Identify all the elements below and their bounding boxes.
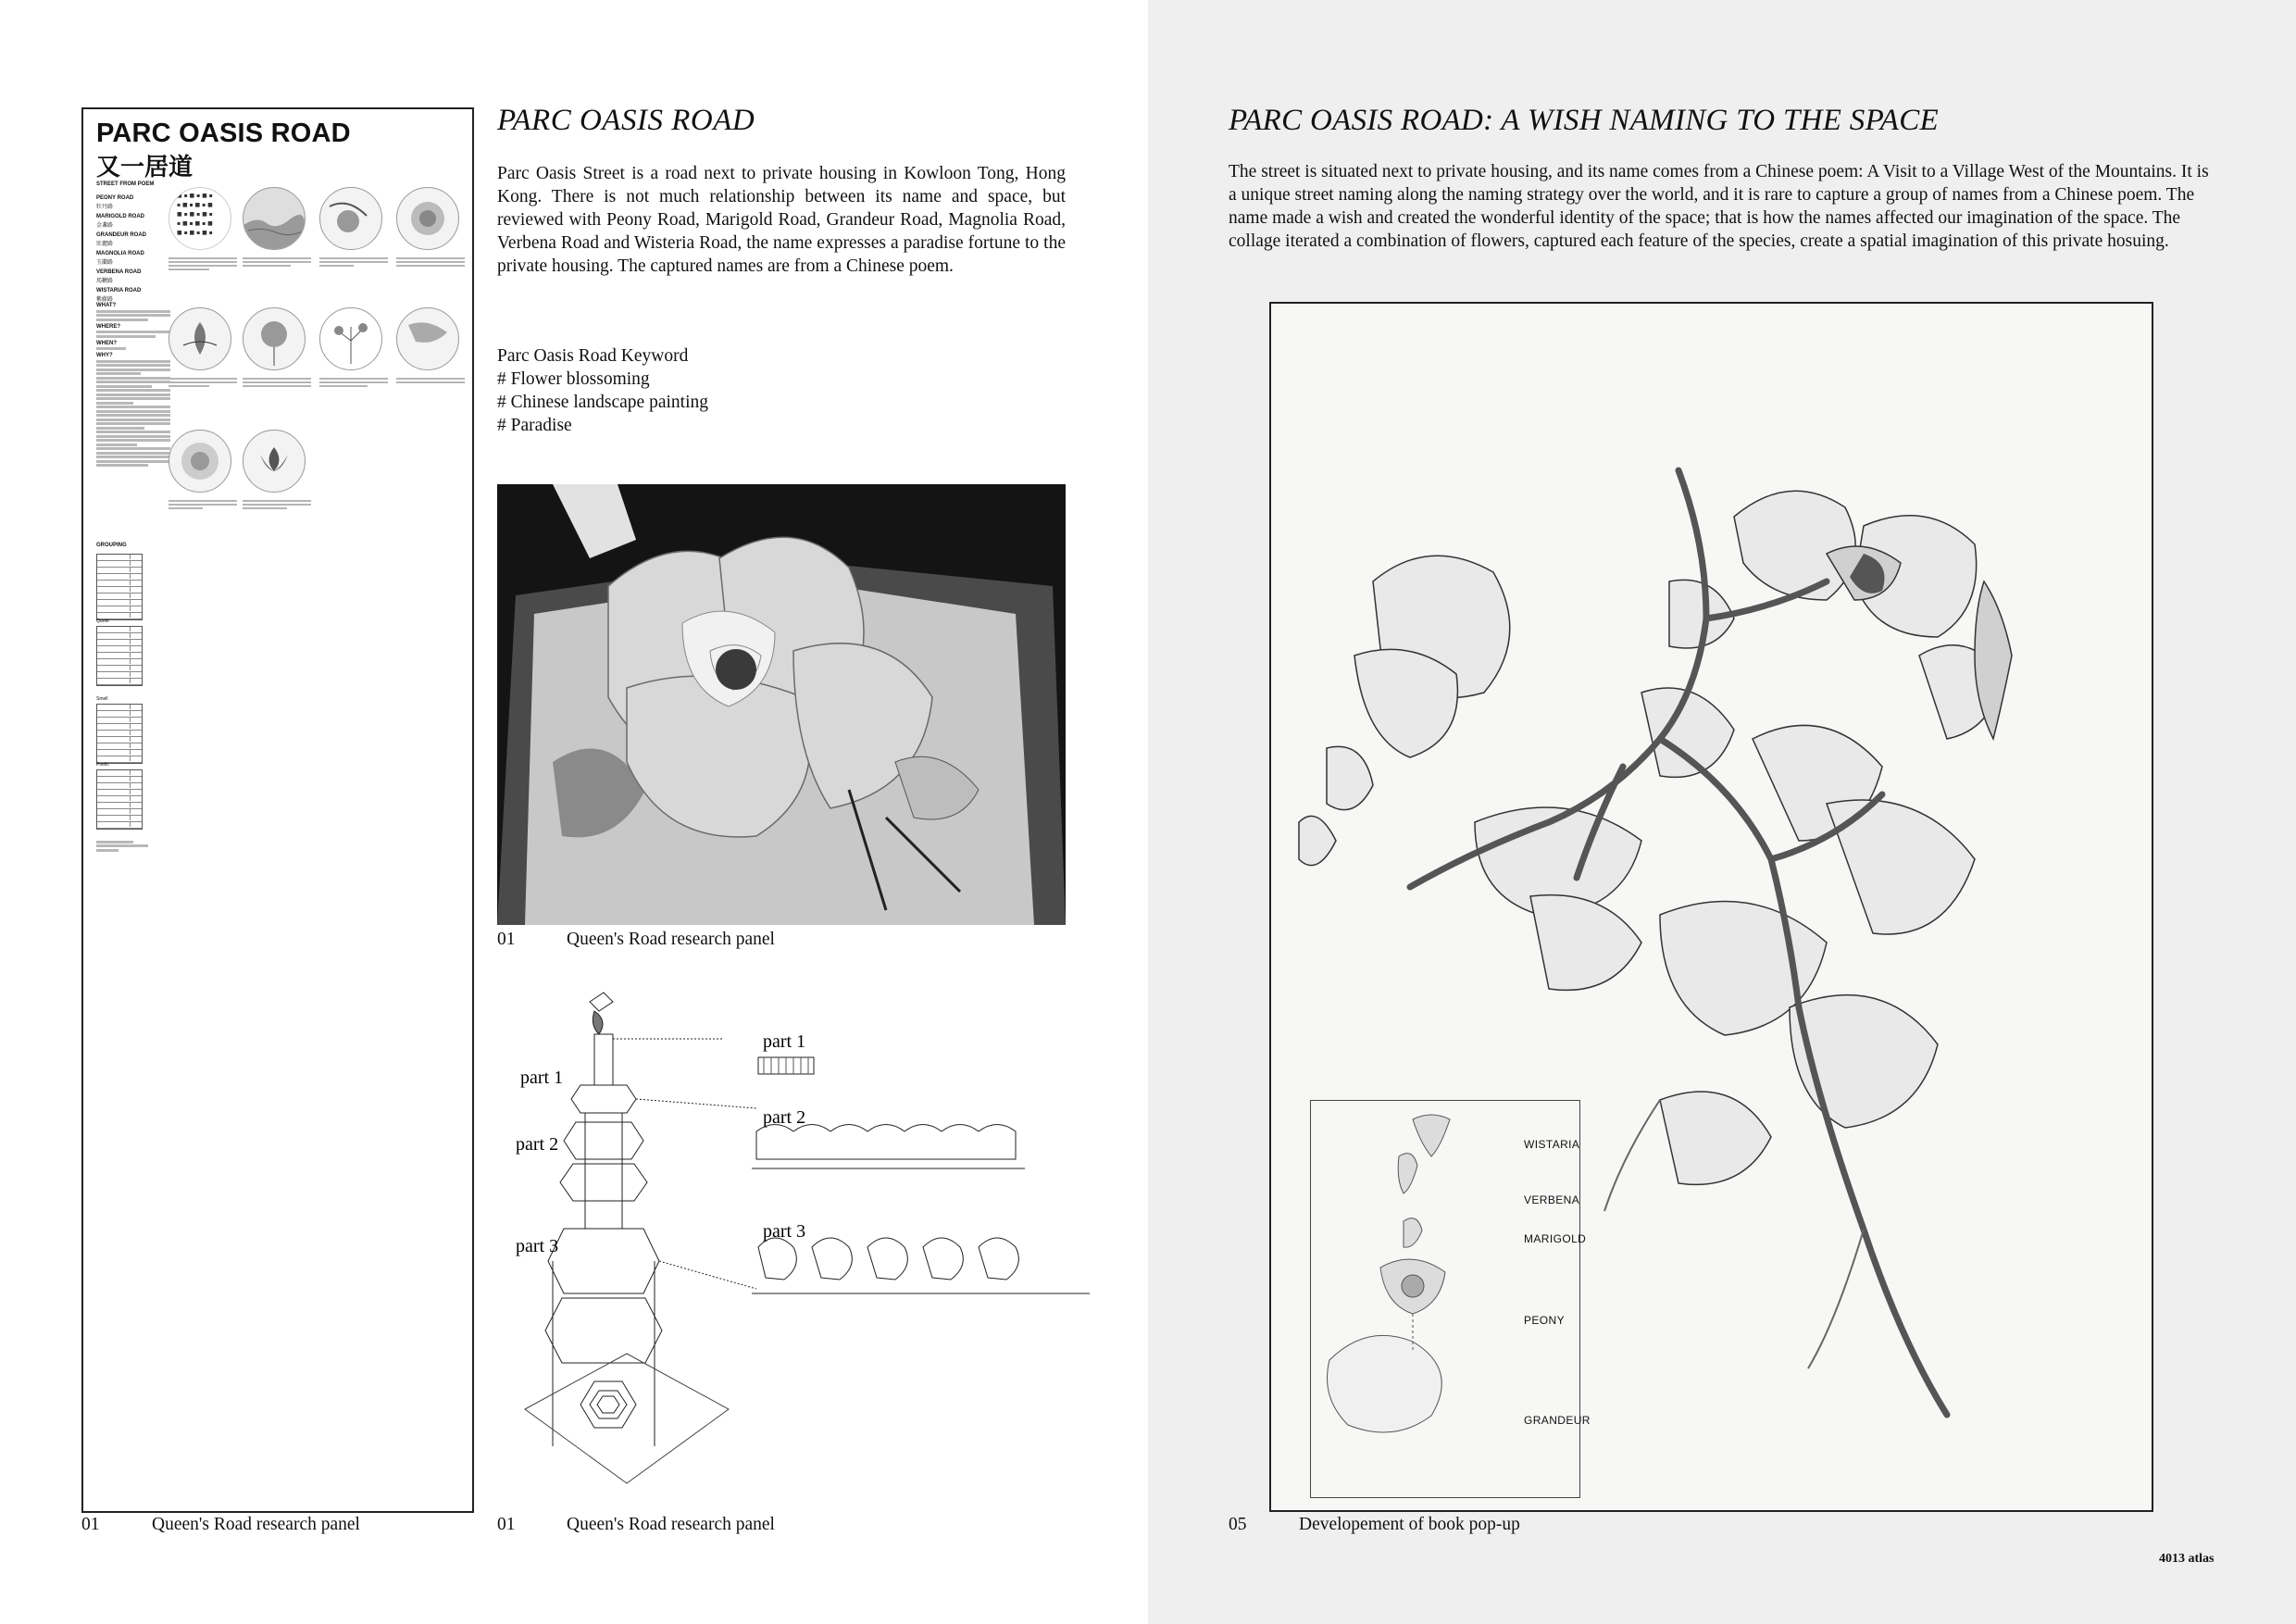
popup-layer-inset — [1310, 1100, 1591, 1498]
verbena-drawing-image — [319, 307, 382, 370]
photo-caption-number: 01 — [497, 930, 516, 949]
inset-label-wistaria: WISTARIA — [1524, 1138, 1580, 1151]
road-name-chinese: 壯麗路 — [96, 241, 114, 247]
panel-title-chinese: 又一居道 — [96, 154, 193, 181]
table-label-quote: Quote — [96, 618, 109, 624]
road-name-chinese: 牡丹路 — [96, 204, 114, 210]
popup-construction-diagram — [497, 983, 1092, 1488]
diagram-label-left-part1: part 1 — [520, 1068, 564, 1088]
svg-text:▪ ■ ▪ ■ ▪ ■: ▪ ■ ▪ ■ ▪ ■ — [177, 202, 213, 208]
keyword-item: # Flower blossoming — [497, 369, 650, 389]
inset-label-peony: PEONY — [1524, 1314, 1566, 1327]
image-caption — [319, 376, 388, 389]
road-list — [96, 194, 180, 306]
panel-subtitle: STREET FROM POEM — [96, 181, 155, 187]
road-name: WISTARIA ROAD — [96, 288, 142, 294]
inset-label-verbena: VERBENA — [1524, 1193, 1580, 1206]
photo-caption-text: Queen's Road research panel — [567, 930, 775, 949]
keyword-item: # Paradise — [497, 416, 572, 435]
road-name-chinese: 馬鞭路 — [96, 278, 114, 284]
road-name: PEONY ROAD — [96, 195, 134, 201]
grouping-heading: GROUPING — [96, 543, 127, 548]
flower-painting-image — [319, 187, 382, 250]
grouping-table — [96, 554, 143, 620]
inset-label-marigold: MARIGOLD — [1524, 1232, 1587, 1245]
image-caption — [243, 256, 311, 269]
keyword-heading: Parc Oasis Road Keyword — [497, 346, 689, 366]
panel-caption-text: Queen's Road research panel — [152, 1515, 360, 1534]
question-why: WHY? — [96, 353, 113, 358]
svg-text:■ ▪ ■ ▪ ■ ▪: ■ ▪ ■ ▪ ■ ▪ — [177, 193, 213, 199]
diagram-label-right-part2: part 2 — [763, 1107, 806, 1128]
svg-text:▪ ■ ▪ ■ ▪ ■: ▪ ■ ▪ ■ ▪ ■ — [177, 220, 213, 227]
flower-collage-drawing — [1269, 302, 2153, 1512]
svg-text:■ ▪ ■ ▪ ■ ▪: ■ ▪ ■ ▪ ■ ▪ — [177, 230, 213, 236]
image-caption — [243, 498, 311, 511]
popup-book-photo — [497, 484, 1066, 925]
question-where: WHERE? — [96, 323, 120, 330]
diagram-caption-text: Queen's Road research panel — [567, 1515, 775, 1534]
diagram-label-left-part2: part 2 — [516, 1134, 559, 1155]
landscape-painting-image — [243, 187, 306, 250]
road-name: VERBENA ROAD — [96, 269, 142, 275]
smell-table — [96, 704, 143, 764]
svg-text:■ ▪ ■ ▪ ■ ▪: ■ ▪ ■ ▪ ■ ▪ — [177, 211, 213, 218]
inset-label-grandeur: GRANDEUR — [1524, 1414, 1591, 1427]
collage-caption-text: Developement of book pop-up — [1299, 1515, 1520, 1534]
road-name-chinese: 金盞路 — [96, 222, 114, 229]
question-what: WHAT? — [96, 303, 117, 308]
table-label-smell: Smell — [96, 696, 108, 702]
road-name-chinese: 玉蘭路 — [96, 259, 114, 266]
middle-title: PARC OASIS ROAD — [497, 104, 755, 137]
image-caption — [319, 256, 388, 269]
question-block — [96, 300, 170, 468]
page-footer: 4013 atlas — [2159, 1552, 2215, 1566]
right-paragraph: The street is situated next to private housing, and its name comes from a Chinese poem: A Visit to a Village West of the Mountains. It is a unique street naming along the naming strategy over the world, and it is rare to capture a group of names from a Chinese poem. The name made a wish and created the wonderful identity of the space; that is how the names affected our imagination of the space. The collage iterated a combination of flowers, captured each feature of the species, create a spatial imagination of this private hosuing. — [1229, 162, 2209, 251]
peony-blossom-image — [168, 430, 231, 493]
grandeur-drawing-image — [396, 307, 459, 370]
lotus-drawing-image — [243, 430, 306, 493]
collage-caption-number: 05 — [1229, 1515, 1247, 1534]
grouping-notes — [96, 839, 170, 853]
image-caption — [168, 256, 237, 272]
research-panel — [81, 107, 474, 1513]
diagram-caption-number: 01 — [497, 1515, 516, 1534]
panel-caption-number: 01 — [81, 1515, 100, 1534]
right-title: PARC OASIS ROAD: A WISH NAMING TO THE SPACE — [1229, 104, 1940, 137]
road-name: MAGNOLIA ROAD — [96, 251, 144, 256]
diagram-label-right-part1: part 1 — [763, 1031, 806, 1052]
image-caption — [243, 376, 311, 389]
image-caption — [396, 256, 465, 269]
marigold-drawing-image — [243, 307, 306, 370]
panel-title: PARC OASIS ROAD — [96, 119, 351, 148]
magnolia-drawing-image — [168, 307, 231, 370]
keyword-list — [497, 344, 708, 437]
image-caption — [396, 376, 465, 385]
image-caption — [168, 498, 237, 511]
quote-table — [96, 626, 143, 686]
peony-painting-image — [396, 187, 459, 250]
poetic-table — [96, 769, 143, 830]
road-name: MARIGOLD ROAD — [96, 214, 144, 219]
diagram-label-left-part3: part 3 — [516, 1236, 559, 1256]
image-caption — [168, 376, 237, 389]
middle-paragraph: Parc Oasis Street is a road next to private housing in Kowloon Tong, Hong Kong. There is not much relationship between its name and space, but reviewed with Peony Road, Marigold Road, Grandeur Road, Magnolia Road, Verbena Road and Wisteria Road, the name expresses a paradise fortune to the private housing. The captured names are from a Chinese poem. — [497, 164, 1066, 276]
road-name-chinese: 紫藤路 — [96, 296, 114, 303]
keyword-item: # Chinese landscape painting — [497, 393, 708, 412]
diagram-label-right-part3: part 3 — [763, 1221, 806, 1242]
question-when: WHEN? — [96, 340, 117, 346]
table-label-poetic: Poetic — [96, 762, 109, 768]
calligraphy-image — [168, 187, 231, 250]
road-name: GRANDEUR ROAD — [96, 232, 146, 238]
